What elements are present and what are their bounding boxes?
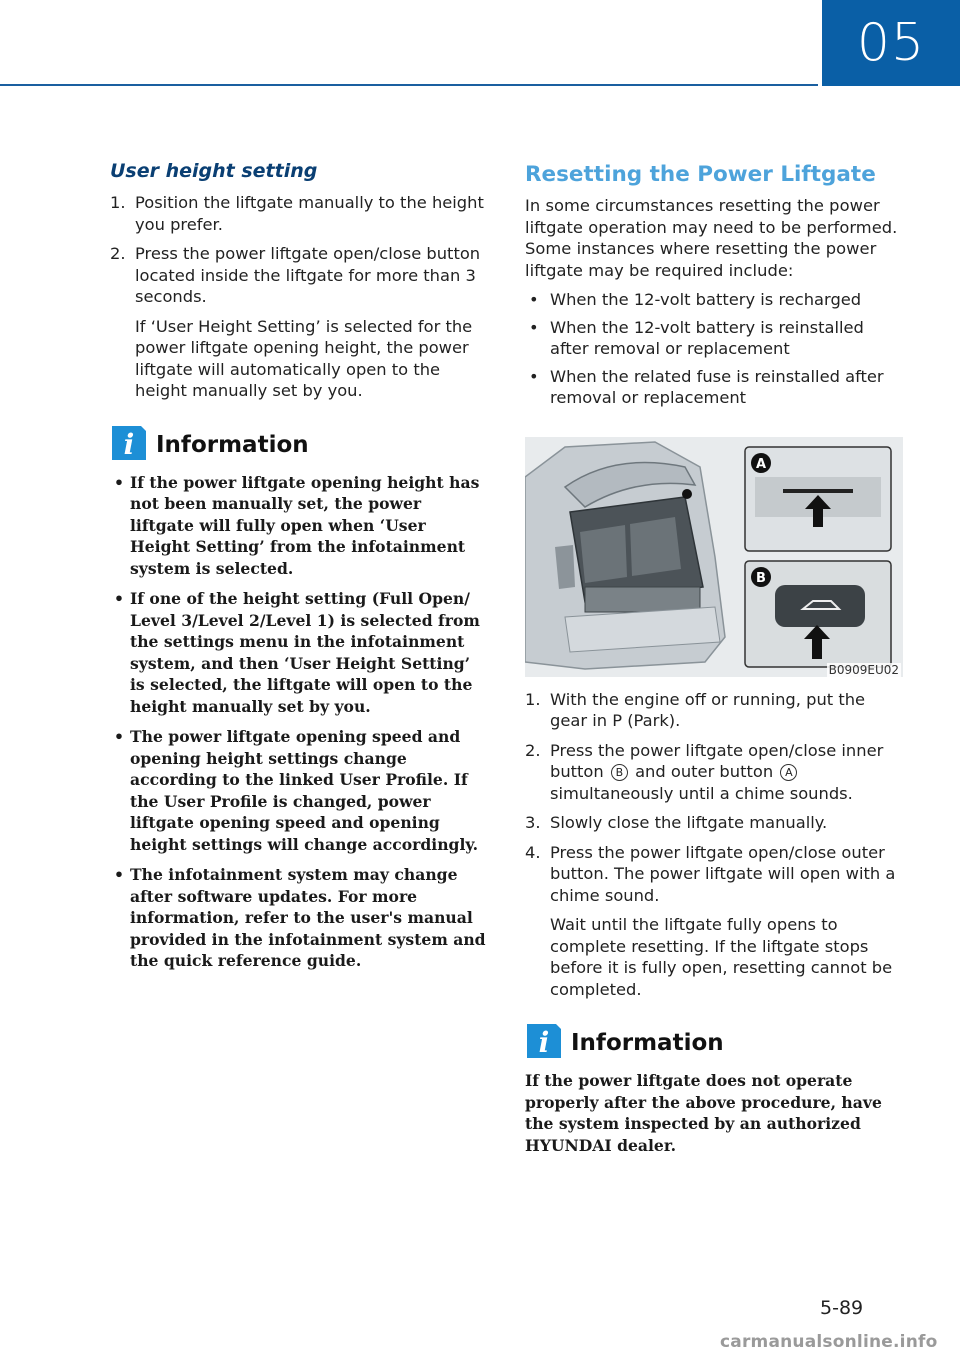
reset-steps [525,689,905,1001]
section-heading: Resetting the Power Liftgate [525,162,876,187]
step-text: simultaneously until a chime sounds. [550,783,853,803]
step-number: 2. [525,740,541,760]
list-item: • When the 12-volt battery is recharged [529,290,862,309]
step-text: Press the power liftgate open/close outer button. The power liftgate will open with a chime sound. [550,842,896,905]
step-text: Slowly close the liftgate manually. [550,813,828,832]
step-text: With the engine off or running, put the gear in P (Park). [550,689,866,730]
list-item [525,812,905,834]
info-icon [525,1022,563,1060]
list-item [525,842,905,1001]
bullet-text: The infotainment system may change after software updates. For more information, refer to the user's manual provided in the infotainment system and the quick reference guide. [130,865,486,970]
info-heading [525,1022,905,1060]
user-height-heading: User height setting [110,160,318,182]
user-height-steps [110,192,486,402]
list-item [525,740,905,805]
intro-paragraph: In some circumstances resetting the power liftgate operation may need to be performed. Some instances where resetting the power liftgate may be required include: [525,196,898,280]
info-bullets [110,472,486,972]
step-number: 3. [525,813,541,832]
step-number: 4. [525,842,541,862]
svg-text:i: i [123,427,135,461]
header-rule [0,84,818,86]
step-note: Wait until the liftgate fully opens to complete resetting. If the liftgate stops before it is fully open, resetting cannot be completed. [550,915,893,999]
button-a-ref: A [780,764,797,781]
bullet-text: When the related fuse is reinstalled after removal or replacement [550,366,884,407]
list-item [525,689,905,732]
step-text: Press the power liftgate open/close button located inside the liftgate for more than 3 seconds. [135,244,481,306]
bullet-text: When the 12-volt battery is recharged [550,290,862,309]
info-heading [110,424,486,462]
step-note: If ‘User Height Setting’ is selected for the power liftgate opening height, the power liftgate will automatically open to the height manually set by you. [135,316,473,400]
list-item: • When the 12-volt battery is reinstalled after removal or replacement [529,317,864,358]
svg-text:i: i [538,1026,550,1059]
watermark: carmanualsonline.info [720,1332,938,1352]
list-item: • If one of the height setting (Full Open/ Level 3/Level 2/Level 1) is selected from the settings menu in the infotainment system, and then ‘User Height Setting’ is selected, the liftgate will open to the height manually set by you. [114,589,480,716]
page-number: 5-89 [820,1297,864,1319]
info-text: If the power liftgate does not operate properly after the above procedure, have the system inspected by an authorized HYUNDAI dealer. [525,1071,882,1155]
left-column [110,160,486,981]
bullet-text: The power liftgate opening speed and opening height settings change according to the linked User Profile. If the User Profile is changed, power liftgate opening speed and opening height settings will change accordingly. [130,727,479,854]
bullet-text: When the 12-volt battery is reinstalled after removal or replacement [550,317,864,358]
list-item [110,192,486,235]
step-number: 2. [110,244,126,263]
step-text: Position the liftgate manually to the height you prefer. [135,193,484,234]
right-column [525,160,905,1156]
label-b: B [756,570,766,586]
chapter-number: 05 [822,0,960,86]
list-item: • When the related fuse is reinstalled after removal or replacement [529,366,884,407]
liftgate-illustration [525,437,903,677]
bullet-text: If one of the height setting (Full Open/ Level 3/Level 2/Level 1) is selected from the settings menu in the infotainment system, and then ‘User Height Setting’ is selected, the liftgate will open to the height manually set by you. [130,589,480,716]
button-b-ref: B [611,764,628,781]
info-title: Information [156,431,309,458]
list-item [110,243,486,402]
info-icon [110,424,148,462]
step-text: Press the power liftgate open/close inner button [550,740,884,781]
liftgate-drawing [525,437,903,677]
info-title: Information [571,1030,724,1056]
list-item: • The power liftgate opening speed and opening height settings change according to the linked User Profile. If the User Profile is changed, power liftgate opening speed and opening height settings will change accordingly. [114,727,479,854]
figure-code: B0909EU02 [828,662,899,677]
step-text: and outer button [635,762,774,781]
list-item: • If the power liftgate opening height has not been manually set, the power liftgate will fully open when ‘User Height Setting’ from the infotainment system is selected. [114,472,480,578]
label-a: A [755,456,767,472]
list-item: • The infotainment system may change after software updates. For more information, refer to the user's manual provided in the infotainment system and the quick reference guide. [114,865,486,970]
step-number: 1. [525,689,541,709]
step-number: 1. [110,193,126,212]
reset-conditions [525,289,905,409]
bullet-text: If the power liftgate opening height has not been manually set, the power liftgate will fully open when ‘User Height Setting’ from the infotainment system is selected. [130,472,480,578]
